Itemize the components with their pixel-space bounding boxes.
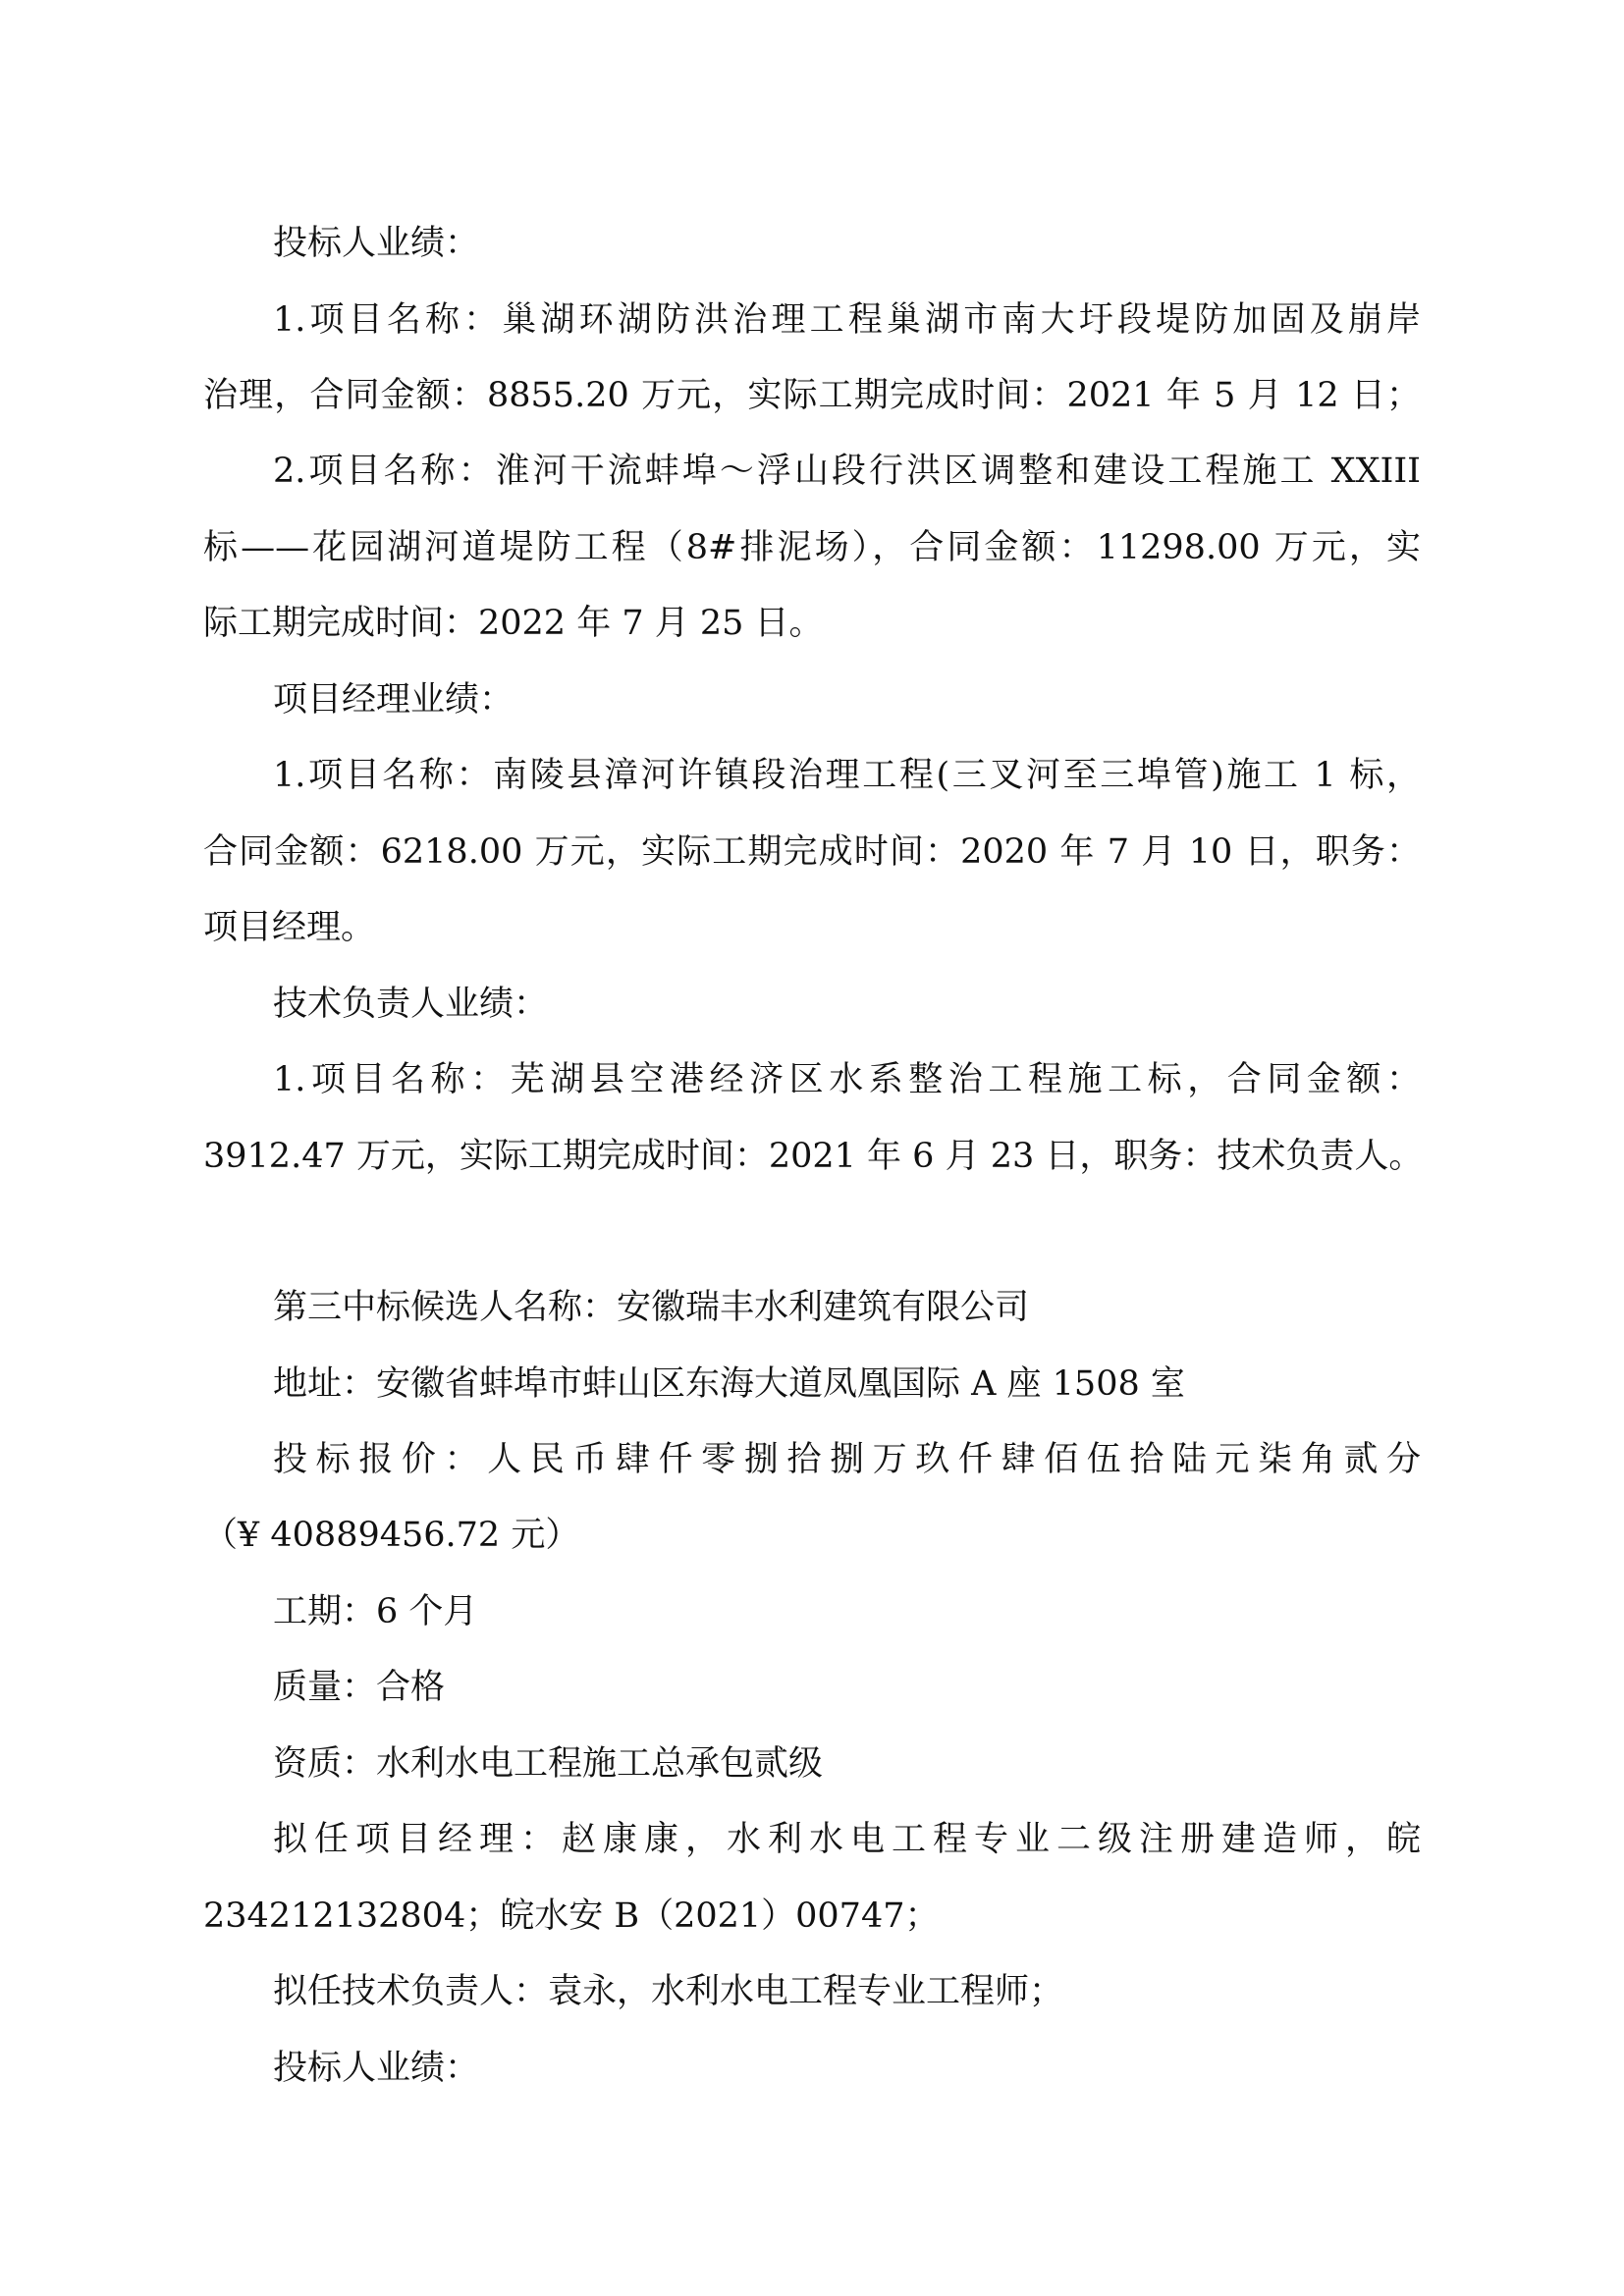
bidder-performance-heading: 投标人业绩：	[273, 224, 480, 263]
qualification: 资质：水利水电工程施工总承包贰级	[273, 1744, 824, 1784]
pm-project-1-line-1: 1.项目名称：南陵县漳河许镇段治理工程(三叉河至三埠管)施工 1 标，	[273, 756, 1421, 795]
bidder-project-1-line-2: 治理，合同金额：8855.20 万元，实际工期完成时间：2021 年 5 月 12 日；	[203, 376, 1421, 415]
bid-price-line-2: （¥ 40889456.72 元）	[203, 1516, 580, 1555]
pm-project-1-line-3: 项目经理。	[203, 908, 376, 947]
bidder-project-2-line-1: 2.项目名称：淮河干流蚌埠～浮山段行洪区调整和建设工程施工 XXIII	[273, 452, 1421, 491]
tech-performance-heading: 技术负责人业绩：	[273, 985, 549, 1024]
bidder-project-2-line-2: 标——花园湖河道堤防工程（8#排泥场），合同金额：11298.00 万元，实	[203, 528, 1421, 567]
proposed-pm-line-2: 234212132804；皖水安 B（2021）00747；	[203, 1896, 940, 1936]
construction-duration: 工期：6 个月	[273, 1592, 478, 1631]
proposed-tech-lead: 拟任技术负责人：袁永，水利水电工程专业工程师；	[273, 1972, 1064, 2011]
bid-price-line-1: 投标报价：人民币肆仟零捌拾捌万玖仟肆佰伍拾陆元柒角贰分	[273, 1440, 1421, 1479]
proposed-pm-line-1: 拟任项目经理：赵康康，水利水电工程专业二级注册建造师，皖	[273, 1820, 1421, 1859]
pm-performance-heading: 项目经理业绩：	[273, 680, 514, 720]
quality-standard: 质量：合格	[273, 1668, 446, 1707]
third-candidate-name: 第三中标候选人名称：安徽瑞丰水利建筑有限公司	[273, 1288, 1030, 1327]
tech-project-1-line-1: 1.项目名称：芜湖县空港经济区水系整治工程施工标，合同金额：	[273, 1060, 1421, 1099]
candidate-address: 地址：安徽省蚌埠市蚌山区东海大道凤凰国际 A 座 1508 室	[273, 1364, 1185, 1404]
tech-project-1-line-2: 3912.47 万元，实际工期完成时间：2021 年 6 月 23 日，职务：技术负责人。	[203, 1137, 1424, 1176]
bidder-performance-heading-2: 投标人业绩：	[273, 2049, 480, 2088]
pm-project-1-line-2: 合同金额：6218.00 万元，实际工期完成时间：2020 年 7 月 10 日，职务：	[203, 832, 1421, 872]
bidder-project-2-line-3: 际工期完成时间：2022 年 7 月 25 日。	[203, 604, 824, 643]
bidder-project-1-line-1: 1.项目名称：巢湖环湖防洪治理工程巢湖市南大圩段堤防加固及崩岸	[273, 300, 1421, 340]
